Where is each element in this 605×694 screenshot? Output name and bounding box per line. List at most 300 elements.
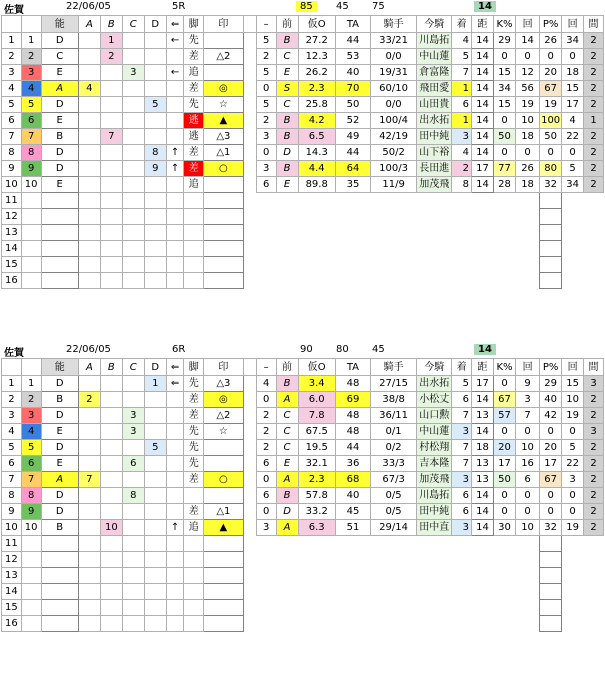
ability-rank: D (41, 376, 78, 392)
col-a (78, 440, 100, 456)
empty-cell (494, 600, 516, 616)
finish-rank: 8 (452, 177, 472, 193)
interval: 3 (584, 376, 604, 392)
gate-number (21, 616, 41, 632)
run-style: 差 (184, 161, 204, 177)
gap-cell (243, 33, 256, 49)
finish-rank: 3 (452, 424, 472, 440)
empty-cell (540, 600, 562, 616)
empty-cell (472, 600, 494, 616)
jockey-stats: 42/19 (371, 129, 417, 145)
ability-rank: A (41, 81, 78, 97)
col-c (122, 49, 144, 65)
interval: 2 (584, 81, 604, 97)
empty-cell (144, 552, 166, 568)
ta-index: 70 (335, 81, 370, 97)
empty-cell (562, 568, 584, 584)
empty-cell (78, 225, 100, 241)
current-jockey: 川島拓 (417, 33, 452, 49)
run-style: 差 (184, 408, 204, 424)
current-jockey: 加茂飛 (417, 177, 452, 193)
empty-cell (298, 241, 335, 257)
p-runs: 5 (562, 161, 584, 177)
header-kari: 仮O (298, 359, 335, 376)
k-percent: 77 (494, 161, 516, 177)
col-d (144, 65, 166, 81)
empty-cell (166, 241, 184, 257)
prev-rank: 0 (256, 504, 276, 520)
col-b (100, 488, 122, 504)
prev-rank: 3 (256, 161, 276, 177)
p-percent: 80 (540, 161, 562, 177)
empty-cell (298, 552, 335, 568)
horse-row[interactable] (2, 488, 604, 504)
gap-cell (243, 113, 256, 129)
empty-cell (515, 257, 539, 273)
ability-rank: D (41, 408, 78, 424)
ta-index: 64 (335, 161, 370, 177)
jockey-stats: 38/8 (371, 392, 417, 408)
horse-row[interactable] (2, 376, 604, 392)
empty-cell (562, 257, 584, 273)
empty-cell (371, 193, 417, 209)
run-style: 差 (184, 472, 204, 488)
empty-cell (298, 568, 335, 584)
horse-row[interactable] (2, 145, 604, 161)
horse-row[interactable] (2, 504, 604, 520)
p-percent: 20 (540, 440, 562, 456)
run-style: 追 (184, 65, 204, 81)
prev-rank: 4 (256, 376, 276, 392)
finish-rank: 5 (452, 376, 472, 392)
row-number: 12 (2, 209, 22, 225)
ability-rank (41, 273, 78, 289)
empty-cell (335, 257, 370, 273)
gap-cell (243, 49, 256, 65)
arrow: ← (166, 65, 184, 81)
k-runs: 10 (515, 520, 539, 536)
empty-cell (256, 616, 276, 632)
empty-cell (298, 257, 335, 273)
prev-rank: 0 (256, 81, 276, 97)
gap-cell (243, 456, 256, 472)
horse-row[interactable] (2, 440, 604, 456)
current-jockey: 長田進 (417, 161, 452, 177)
col-c (122, 376, 144, 392)
prediction-mark: ☆ (204, 97, 244, 113)
gate-number (21, 193, 41, 209)
arrow (166, 81, 184, 97)
col-a (78, 161, 100, 177)
prev-grade: A (276, 472, 298, 488)
row-number: 7 (2, 129, 22, 145)
empty-cell (256, 209, 276, 225)
header-jockey: 騎手 (371, 16, 417, 33)
empty-cell (472, 273, 494, 289)
horse-row[interactable] (2, 408, 604, 424)
ability-rank: E (41, 456, 78, 472)
empty-cell (540, 193, 562, 209)
k-percent: 50 (494, 472, 516, 488)
horse-row[interactable] (2, 81, 604, 97)
empty-cell (584, 209, 604, 225)
horse-row[interactable] (2, 129, 604, 145)
empty-row (2, 568, 604, 584)
k-runs: 26 (515, 161, 539, 177)
p-percent: 32 (540, 177, 562, 193)
empty-cell (335, 600, 370, 616)
empty-cell (276, 209, 298, 225)
header-dist: 距 (472, 16, 494, 33)
empty-cell (276, 193, 298, 209)
empty-cell (584, 584, 604, 600)
gap-cell (243, 257, 256, 273)
race-header (0, 0, 605, 15)
arrow (166, 49, 184, 65)
header-a: A (78, 359, 100, 376)
gap-cell (243, 177, 256, 193)
empty-cell (122, 600, 144, 616)
prev-rank: 3 (256, 520, 276, 536)
empty-cell (100, 552, 122, 568)
p-percent: 0 (540, 504, 562, 520)
empty-cell (540, 257, 562, 273)
col-c (122, 33, 144, 49)
arrow (166, 424, 184, 440)
finish-rank: 1 (452, 113, 472, 129)
distance: 14 (472, 424, 494, 440)
horse-row[interactable] (2, 49, 604, 65)
empty-cell (78, 193, 100, 209)
empty-cell (276, 225, 298, 241)
header-r2: 回 (562, 16, 584, 33)
interval: 2 (584, 129, 604, 145)
gap-cell (243, 145, 256, 161)
col-d: 8 (144, 145, 166, 161)
col-c: 8 (122, 488, 144, 504)
jockey-stats: 60/10 (371, 81, 417, 97)
empty-cell (562, 600, 584, 616)
empty-cell (298, 225, 335, 241)
k-percent: 20 (494, 440, 516, 456)
distance: 13 (472, 472, 494, 488)
horse-row[interactable] (2, 65, 604, 81)
ta-index: 52 (335, 113, 370, 129)
empty-cell (144, 600, 166, 616)
horse-row[interactable] (2, 97, 604, 113)
header-mark: 印 (204, 16, 244, 33)
empty-cell (472, 568, 494, 584)
col-b (100, 113, 122, 129)
interval: 2 (584, 408, 604, 424)
header-b: B (100, 359, 122, 376)
horse-row[interactable] (2, 456, 604, 472)
arrow (166, 504, 184, 520)
col-d (144, 113, 166, 129)
interval: 2 (584, 33, 604, 49)
prediction-mark: ◎ (204, 81, 244, 97)
p-percent: 100 (540, 113, 562, 129)
ability-rank: E (41, 424, 78, 440)
ability-rank: B (41, 129, 78, 145)
empty-cell (256, 241, 276, 257)
prev-rank: 5 (256, 97, 276, 113)
empty-cell (371, 600, 417, 616)
col-d (144, 520, 166, 536)
header-ability: 能 (41, 16, 78, 33)
header-arrow: ⇐ (166, 359, 184, 376)
gap-cell (243, 552, 256, 568)
ability-rank: D (41, 145, 78, 161)
arrow: ↑ (166, 161, 184, 177)
run-style: 差 (184, 145, 204, 161)
k-runs: 0 (515, 488, 539, 504)
header-ta: TA (335, 359, 370, 376)
prediction-mark: △3 (204, 129, 244, 145)
interval: 2 (584, 504, 604, 520)
empty-cell (584, 552, 604, 568)
p-percent: 0 (540, 424, 562, 440)
row-number: 12 (2, 552, 22, 568)
col-d (144, 49, 166, 65)
horse-row[interactable] (2, 177, 604, 193)
empty-cell (417, 584, 452, 600)
p-runs: 5 (562, 440, 584, 456)
p-runs: 17 (562, 97, 584, 113)
arrow (166, 97, 184, 113)
interval: 1 (584, 113, 604, 129)
gate-number: 4 (21, 81, 41, 97)
run-style: 差 (184, 81, 204, 97)
current-jockey: 中山蓮 (417, 424, 452, 440)
header-dash: – (256, 359, 276, 376)
ta-index: 35 (335, 177, 370, 193)
distance: 18 (472, 440, 494, 456)
ta-index: 53 (335, 49, 370, 65)
row-number: 2 (2, 49, 22, 65)
k-percent: 0 (494, 424, 516, 440)
empty-cell (371, 209, 417, 225)
empty-cell (122, 584, 144, 600)
date-label: 22/06/05 (66, 1, 111, 12)
col-d (144, 488, 166, 504)
header-arrow: ⇐ (166, 16, 184, 33)
header-style: 脚 (184, 359, 204, 376)
empty-cell (452, 600, 472, 616)
horse-row[interactable] (2, 520, 604, 536)
header-blank (21, 359, 41, 376)
current-jockey: 中山蓮 (417, 49, 452, 65)
ability-rank: D (41, 161, 78, 177)
row-number: 11 (2, 536, 22, 552)
jockey-stats: 100/4 (371, 113, 417, 129)
jockey-stats: 0/1 (371, 424, 417, 440)
empty-cell (122, 536, 144, 552)
gap-cell (243, 536, 256, 552)
distance: 14 (472, 49, 494, 65)
distance: 14 (472, 97, 494, 113)
empty-cell (417, 273, 452, 289)
k-percent: 17 (494, 456, 516, 472)
ability-rank (41, 584, 78, 600)
header-number: 75 (372, 1, 385, 12)
empty-cell (166, 600, 184, 616)
empty-cell (417, 257, 452, 273)
empty-cell (540, 536, 562, 552)
horse-row[interactable] (2, 424, 604, 440)
current-jockey: 山田貴 (417, 97, 452, 113)
horse-row[interactable] (2, 33, 604, 49)
interval: 2 (584, 440, 604, 456)
k-percent: 29 (494, 33, 516, 49)
kari-odds: 6.3 (298, 520, 335, 536)
interval: 2 (584, 97, 604, 113)
empty-cell (144, 273, 166, 289)
prediction-mark (204, 33, 244, 49)
empty-cell (562, 616, 584, 632)
run-style (184, 209, 204, 225)
empty-cell (298, 209, 335, 225)
interval: 3 (584, 424, 604, 440)
empty-cell (335, 225, 370, 241)
empty-cell (417, 600, 452, 616)
empty-cell (584, 193, 604, 209)
col-c (122, 81, 144, 97)
run-style: 先 (184, 97, 204, 113)
empty-cell (494, 584, 516, 600)
empty-cell (452, 257, 472, 273)
horse-row[interactable] (2, 392, 604, 408)
col-a: 4 (78, 81, 100, 97)
empty-cell (276, 552, 298, 568)
empty-cell (584, 225, 604, 241)
empty-cell (122, 225, 144, 241)
empty-cell (515, 568, 539, 584)
prediction-mark (204, 241, 244, 257)
empty-cell (515, 193, 539, 209)
empty-row (2, 193, 604, 209)
empty-cell (335, 273, 370, 289)
finish-rank: 7 (452, 456, 472, 472)
finish-rank: 7 (452, 440, 472, 456)
p-runs: 15 (562, 81, 584, 97)
col-d (144, 424, 166, 440)
horse-row[interactable] (2, 161, 604, 177)
horse-row[interactable] (2, 472, 604, 488)
empty-cell (584, 257, 604, 273)
empty-cell (144, 193, 166, 209)
current-jockey: 小松丈 (417, 392, 452, 408)
k-percent: 50 (494, 129, 516, 145)
header-number: 80 (336, 344, 349, 355)
p-runs: 4 (562, 113, 584, 129)
empty-cell (298, 193, 335, 209)
gate-number (21, 273, 41, 289)
gap-cell (243, 568, 256, 584)
empty-cell (540, 584, 562, 600)
header-blank (2, 16, 22, 33)
header-r2: 回 (562, 359, 584, 376)
interval: 2 (584, 177, 604, 193)
p-runs: 19 (562, 520, 584, 536)
gap-cell (243, 129, 256, 145)
current-jockey: 吉本隆 (417, 456, 452, 472)
empty-cell (122, 616, 144, 632)
gate-number: 2 (21, 392, 41, 408)
header-k: K% (494, 359, 516, 376)
gap-cell (243, 161, 256, 177)
prediction-mark (204, 568, 244, 584)
empty-cell (515, 273, 539, 289)
header-r1: 回 (515, 359, 539, 376)
empty-cell (584, 616, 604, 632)
empty-cell (166, 257, 184, 273)
jockey-stats: 100/3 (371, 161, 417, 177)
prediction-mark (204, 600, 244, 616)
empty-cell (335, 552, 370, 568)
prev-rank: 2 (256, 440, 276, 456)
col-a (78, 177, 100, 193)
empty-cell (494, 225, 516, 241)
gap-cell (243, 376, 256, 392)
header-distance: 14 (474, 344, 496, 355)
k-runs: 0 (515, 504, 539, 520)
prediction-mark (204, 440, 244, 456)
gate-number: 8 (21, 145, 41, 161)
prediction-mark: △1 (204, 145, 244, 161)
empty-row (2, 257, 604, 273)
empty-cell (100, 193, 122, 209)
k-runs: 9 (515, 376, 539, 392)
run-style: 先 (184, 33, 204, 49)
run-style: 追 (184, 520, 204, 536)
empty-cell (166, 273, 184, 289)
empty-cell (371, 273, 417, 289)
kari-odds: 7.8 (298, 408, 335, 424)
header-mark: 印 (204, 359, 244, 376)
prev-grade: B (276, 113, 298, 129)
empty-cell (122, 552, 144, 568)
gate-number (21, 584, 41, 600)
kari-odds: 6.0 (298, 392, 335, 408)
horse-row[interactable] (2, 113, 604, 129)
col-c (122, 113, 144, 129)
k-percent: 0 (494, 145, 516, 161)
row-number: 3 (2, 408, 22, 424)
jockey-stats: 33/21 (371, 33, 417, 49)
k-percent: 0 (494, 504, 516, 520)
empty-cell (540, 225, 562, 241)
finish-rank: 7 (452, 408, 472, 424)
jockey-stats: 19/31 (371, 65, 417, 81)
gap-cell (243, 488, 256, 504)
run-style: 差 (184, 49, 204, 65)
gap-cell (243, 472, 256, 488)
prev-rank: 0 (256, 472, 276, 488)
current-jockey: 田中純 (417, 504, 452, 520)
header-a: A (78, 16, 100, 33)
empty-cell (562, 584, 584, 600)
empty-cell (78, 273, 100, 289)
empty-row (2, 241, 604, 257)
empty-cell (166, 536, 184, 552)
arrow: ↑ (166, 145, 184, 161)
header-kari: 仮O (298, 16, 335, 33)
header-kan: 間 (584, 359, 604, 376)
k-runs: 0 (515, 145, 539, 161)
empty-cell (540, 209, 562, 225)
current-jockey: 田中純 (417, 129, 452, 145)
